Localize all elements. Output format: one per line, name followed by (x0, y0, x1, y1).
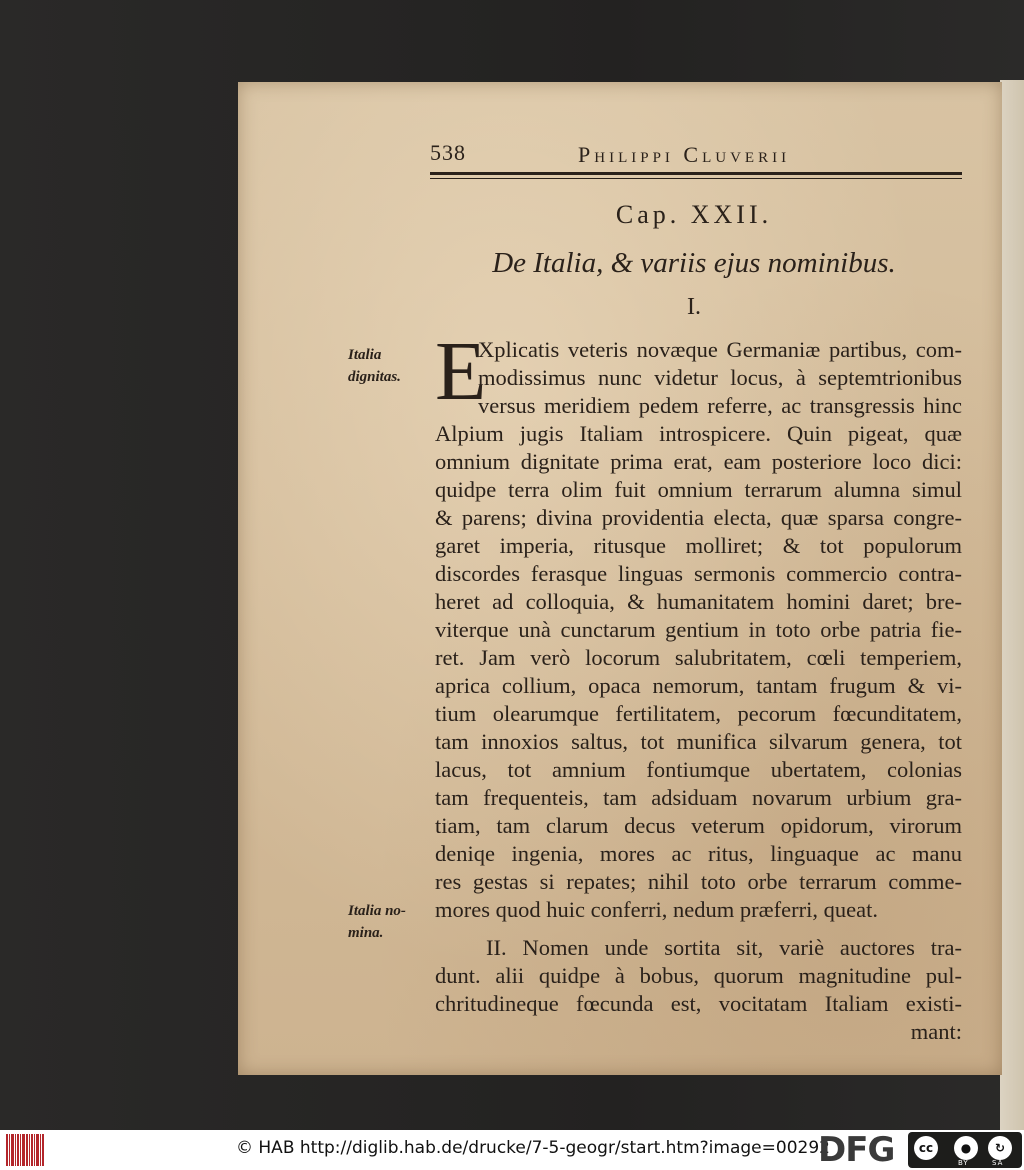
body-line: tiam, tam clarum decus veterum opidorum, virorum (435, 813, 962, 838)
body-line: viterque unà cunctarum gentium in toto orbe patria fie- (435, 617, 962, 642)
body-line: tam innoxios saltus, tot munifica silvarum genera, tot (435, 729, 962, 754)
by-label: BY (958, 1159, 969, 1167)
adjacent-page-edge (1000, 80, 1024, 1130)
marginal-line: Italia no- (348, 903, 406, 919)
drop-cap: E (435, 325, 487, 418)
body-line: lacus, tot amnium fontiumque ubertatem, colonias (435, 757, 962, 782)
body-line: tium olearumque fertilitatem, pecorum fœcunditatem, (435, 701, 962, 726)
body-line: garet imperia, ritusque molliret; & tot populorum (435, 533, 962, 558)
header-rule (430, 172, 962, 175)
body-line: ret. Jam verò locorum salubritatem, cœli temperiem, (435, 645, 962, 670)
marginal-note-dignitas (348, 344, 428, 388)
section-2-line: mant: (910, 1019, 962, 1044)
section-numeral: I. (687, 294, 701, 320)
marginal-line: mina. (348, 925, 384, 941)
marginal-line: Italia (348, 347, 382, 363)
body-line: omnium dignitate prima erat, eam posteriore loco dici: (435, 449, 962, 474)
running-head-author: Philippi Cluverii (578, 142, 791, 167)
body-line: & parens; divina providentia electa, quæ sparsa congre- (435, 505, 962, 530)
body-line: quidpe terra olim fuit omnium terrarum alumna simul (435, 477, 962, 502)
marginal-line: dignitas. (348, 369, 401, 385)
attribution-person-icon: ● (954, 1136, 978, 1160)
chapter-title: De Italia, & variis ejus nominibus. (492, 247, 896, 279)
dfg-logo: DFG (818, 1130, 895, 1170)
source-url-link[interactable]: © HAB http://diglib.hab.de/drucke/7-5-geogr/start.htm?image=00292 (236, 1138, 830, 1158)
body-line: versus meridiem pedem referre, ac transgressis hinc (478, 393, 962, 418)
body-line: discordes ferasque linguas sermonis commercio contra- (435, 561, 962, 586)
marginal-note-nomina (348, 900, 428, 944)
section-2-line: II. Nomen unde sortita sit, variè auctores tra- (486, 935, 962, 960)
body-line: Alpium jugis Italiam introspicere. Quin pigeat, quæ (435, 421, 962, 446)
body-line: modissimus nunc videtur locus, à septemtrionibus (478, 365, 962, 390)
library-barcode-icon (6, 1134, 46, 1166)
viewer-footer (0, 1130, 1024, 1170)
header-rule-thin (430, 178, 962, 179)
share-alike-icon: ↻ (988, 1136, 1012, 1160)
body-line: aprica collium, opaca nemorum, tantam frugum & vi- (435, 673, 962, 698)
sa-label: SA (992, 1159, 1004, 1167)
section-2-line: chritudineque fœcunda est, vocitatam Italiam existi- (435, 991, 962, 1016)
chapter-heading: Cap. XXII. (615, 200, 773, 229)
cc-license-badge[interactable] (908, 1132, 1022, 1168)
page-number: 538 (430, 140, 466, 165)
book-page (238, 82, 1002, 1075)
body-line: heret ad colloquia, & humanitatem homini daret; bre- (435, 589, 962, 614)
body-line: Xplicatis veteris novæque Germaniæ partibus, com- (478, 337, 962, 362)
body-line: mores quod huic conferri, nedum præferri, queat. (435, 897, 878, 922)
section-2-line: dunt. alii quidpe à bobus, quorum magnitudine pul- (435, 963, 962, 988)
cc-icon: cc (914, 1136, 938, 1160)
body-line: res gestas si repates; nihil toto orbe terrarum comme- (435, 869, 962, 894)
body-line: tam frequenteis, tam adsiduam novarum urbium gra- (435, 785, 962, 810)
body-line: deniqe ingenia, mores ac ritus, linguaque ac manu (435, 841, 962, 866)
